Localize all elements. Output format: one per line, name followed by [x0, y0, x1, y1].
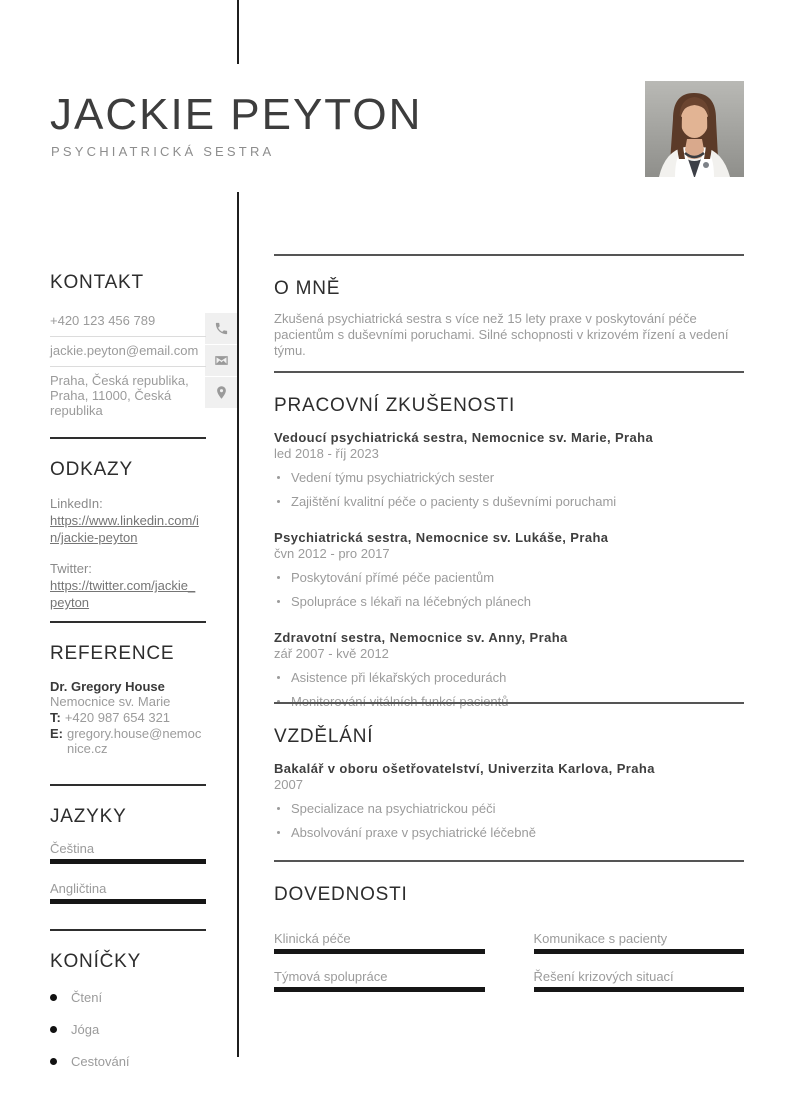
bullet-dot-icon: [50, 1026, 57, 1033]
skill-level-bar: [534, 949, 745, 954]
section-jazyky: [50, 784, 206, 904]
profile-photo: [645, 81, 744, 177]
language-item: [50, 841, 206, 864]
reference-heading: REFERENCE: [50, 643, 175, 664]
dovednosti-heading: DOVEDNOSTI: [274, 884, 408, 905]
phone-value: +420 123 456 789: [50, 307, 206, 337]
job-title-subtitle: PSYCHIATRICKÁ SESTRA: [51, 144, 275, 159]
link-item-twitter: [50, 560, 206, 611]
job-dates: čvn 2012 - pro 2017: [274, 546, 390, 561]
o-mne-heading: O MNĚ: [274, 278, 341, 299]
language-level-bar: [50, 859, 206, 864]
skill-item: [274, 931, 485, 954]
section-odkazy: [50, 437, 206, 611]
section-dovednosti: [274, 860, 744, 992]
konicky-heading: KONÍČKY: [50, 951, 142, 972]
job-bullet-text: Poskytování přímé péče pacientům: [291, 570, 495, 585]
address-line-1: Praha, Česká republika,: [50, 373, 189, 388]
bullet-dot-icon: [277, 676, 280, 679]
job-bullet: [274, 594, 744, 609]
language-level-bar: [50, 899, 206, 904]
bullet-dot-icon: [277, 576, 280, 579]
top-divider-line: [237, 0, 239, 64]
envelope-icon: [205, 344, 237, 376]
vzdelani-heading: VZDĚLÁNÍ: [274, 726, 374, 747]
bullet-dot-icon: [50, 994, 57, 1001]
education-bullet-text: Absolvování praxe v psychiatrické léčebně: [291, 825, 536, 840]
reference-phone-value: +420 987 654 321: [64, 710, 171, 725]
section-reference: [50, 621, 206, 756]
degree-year: 2007: [274, 777, 303, 792]
address-value: [50, 367, 206, 426]
job-bullet: [274, 494, 744, 509]
education-bullet: [274, 801, 744, 816]
job-bullet: [274, 670, 744, 685]
hobby-label: Jóga: [71, 1022, 100, 1037]
job-dates: led 2018 - říj 2023: [274, 446, 379, 461]
reference-email-row: [50, 726, 206, 756]
job-bullet: [274, 470, 744, 485]
twitter-link[interactable]: https://twitter.com/jackie_peyton: [50, 578, 196, 610]
job-bullet-text: Spolupráce s lékaři na léčebných plánech: [291, 594, 531, 609]
hobby-item: [50, 1054, 206, 1069]
section-vzdelani: [274, 702, 744, 840]
skill-name: Řešení krizových situací: [533, 969, 674, 984]
section-konicky: [50, 929, 206, 1069]
jazyky-heading: JAZYKY: [50, 806, 127, 827]
skill-level-bar: [274, 949, 485, 954]
section-kontakt: [50, 272, 206, 426]
language-name: Angličtina: [50, 881, 107, 896]
job-title: Psychiatrická sestra, Nemocnice sv. Lukáše, Praha: [274, 530, 609, 545]
zkusenosti-heading: PRACOVNÍ ZKUŠENOSTI: [274, 395, 516, 416]
reference-phone-label: T:: [50, 710, 61, 725]
kontakt-heading: KONTAKT: [50, 272, 144, 293]
skill-level-bar: [534, 987, 745, 992]
bullet-dot-icon: [277, 831, 280, 834]
job-title: Zdravotní sestra, Nemocnice sv. Anny, Praha: [274, 630, 568, 645]
sidebar-divider: [50, 929, 206, 931]
bullet-dot-icon: [50, 1058, 57, 1065]
sidebar-divider: [50, 437, 206, 439]
job-entry: [274, 530, 744, 609]
linkedin-label: LinkedIn:: [50, 496, 103, 511]
hobby-item: [50, 1022, 206, 1037]
job-title: Vedoucí psychiatrická sestra, Nemocnice sv. Marie, Praha: [274, 430, 654, 445]
reference-email-value: gregory.house@nemocnice.cz: [67, 726, 202, 756]
job-dates: zář 2007 - kvě 2012: [274, 646, 389, 661]
section-divider: [274, 860, 744, 862]
job-entry: [274, 430, 744, 509]
language-name: Čeština: [50, 841, 95, 856]
job-bullet: [274, 570, 744, 585]
education-entry: [274, 761, 744, 840]
skill-item: [534, 931, 745, 954]
reference-phone-row: [50, 710, 206, 725]
section-pracovni-zkusenosti: [274, 371, 744, 709]
twitter-label: Twitter:: [50, 561, 92, 576]
link-item-linkedin: [50, 495, 206, 546]
section-divider: [274, 371, 744, 373]
hobby-label: Cestování: [71, 1054, 130, 1069]
reference-organization: Nemocnice sv. Marie: [50, 694, 171, 709]
linkedin-link[interactable]: https://www.linkedin.com/in/jackie-peyton: [50, 513, 199, 545]
bullet-dot-icon: [277, 600, 280, 603]
section-divider: [274, 702, 744, 704]
skill-name: Klinická péče: [274, 931, 351, 946]
location-pin-icon: [205, 376, 237, 408]
sidebar-divider: [50, 621, 206, 623]
hobby-item: [50, 990, 206, 1005]
section-o-mne: [274, 254, 744, 359]
job-bullet-text: Vedení týmu psychiatrických sester: [291, 470, 495, 485]
bullet-dot-icon: [277, 476, 280, 479]
skill-name: Týmová spolupráce: [274, 969, 388, 984]
degree-title: Bakalář v oboru ošetřovatelství, Univerzita Karlova, Praha: [274, 761, 655, 776]
education-bullet: [274, 825, 744, 840]
reference-email-label: E:: [50, 726, 63, 741]
job-entry: [274, 630, 744, 709]
reference-name: Dr. Gregory House: [50, 679, 165, 694]
contact-icon-strip: [205, 313, 237, 408]
education-bullet-text: Specializace na psychiatrickou péči: [291, 801, 496, 816]
page-title: JACKIE PEYTON: [50, 90, 423, 139]
about-text: Zkušená psychiatrická sestra s více než 15 lety praxe v poskytování péče pacientům s duševními poruchami. Silné schopnosti v krizovém řízení a vedení týmu.: [274, 311, 729, 358]
sidebar-divider: [50, 784, 206, 786]
job-bullet-text: Asistence při lékařských procedurách: [291, 670, 507, 685]
bullet-dot-icon: [277, 500, 280, 503]
hobby-label: Čtení: [71, 990, 103, 1005]
bullet-dot-icon: [277, 807, 280, 810]
language-item: [50, 881, 206, 904]
skill-item: [274, 969, 485, 992]
phone-icon: [205, 313, 237, 344]
skill-item: [534, 969, 745, 992]
column-divider-line: [237, 192, 239, 1057]
skill-name: Komunikace s pacienty: [533, 931, 668, 946]
skill-level-bar: [274, 987, 485, 992]
address-line-2: Praha, 11000, Česká republika: [50, 388, 172, 418]
job-bullet-text: Zajištění kvalitní péče o pacienty s duševními poruchami: [291, 494, 617, 509]
odkazy-heading: ODKAZY: [50, 459, 133, 480]
email-value: jackie.peyton@email.com: [50, 337, 206, 367]
section-divider: [274, 254, 744, 256]
